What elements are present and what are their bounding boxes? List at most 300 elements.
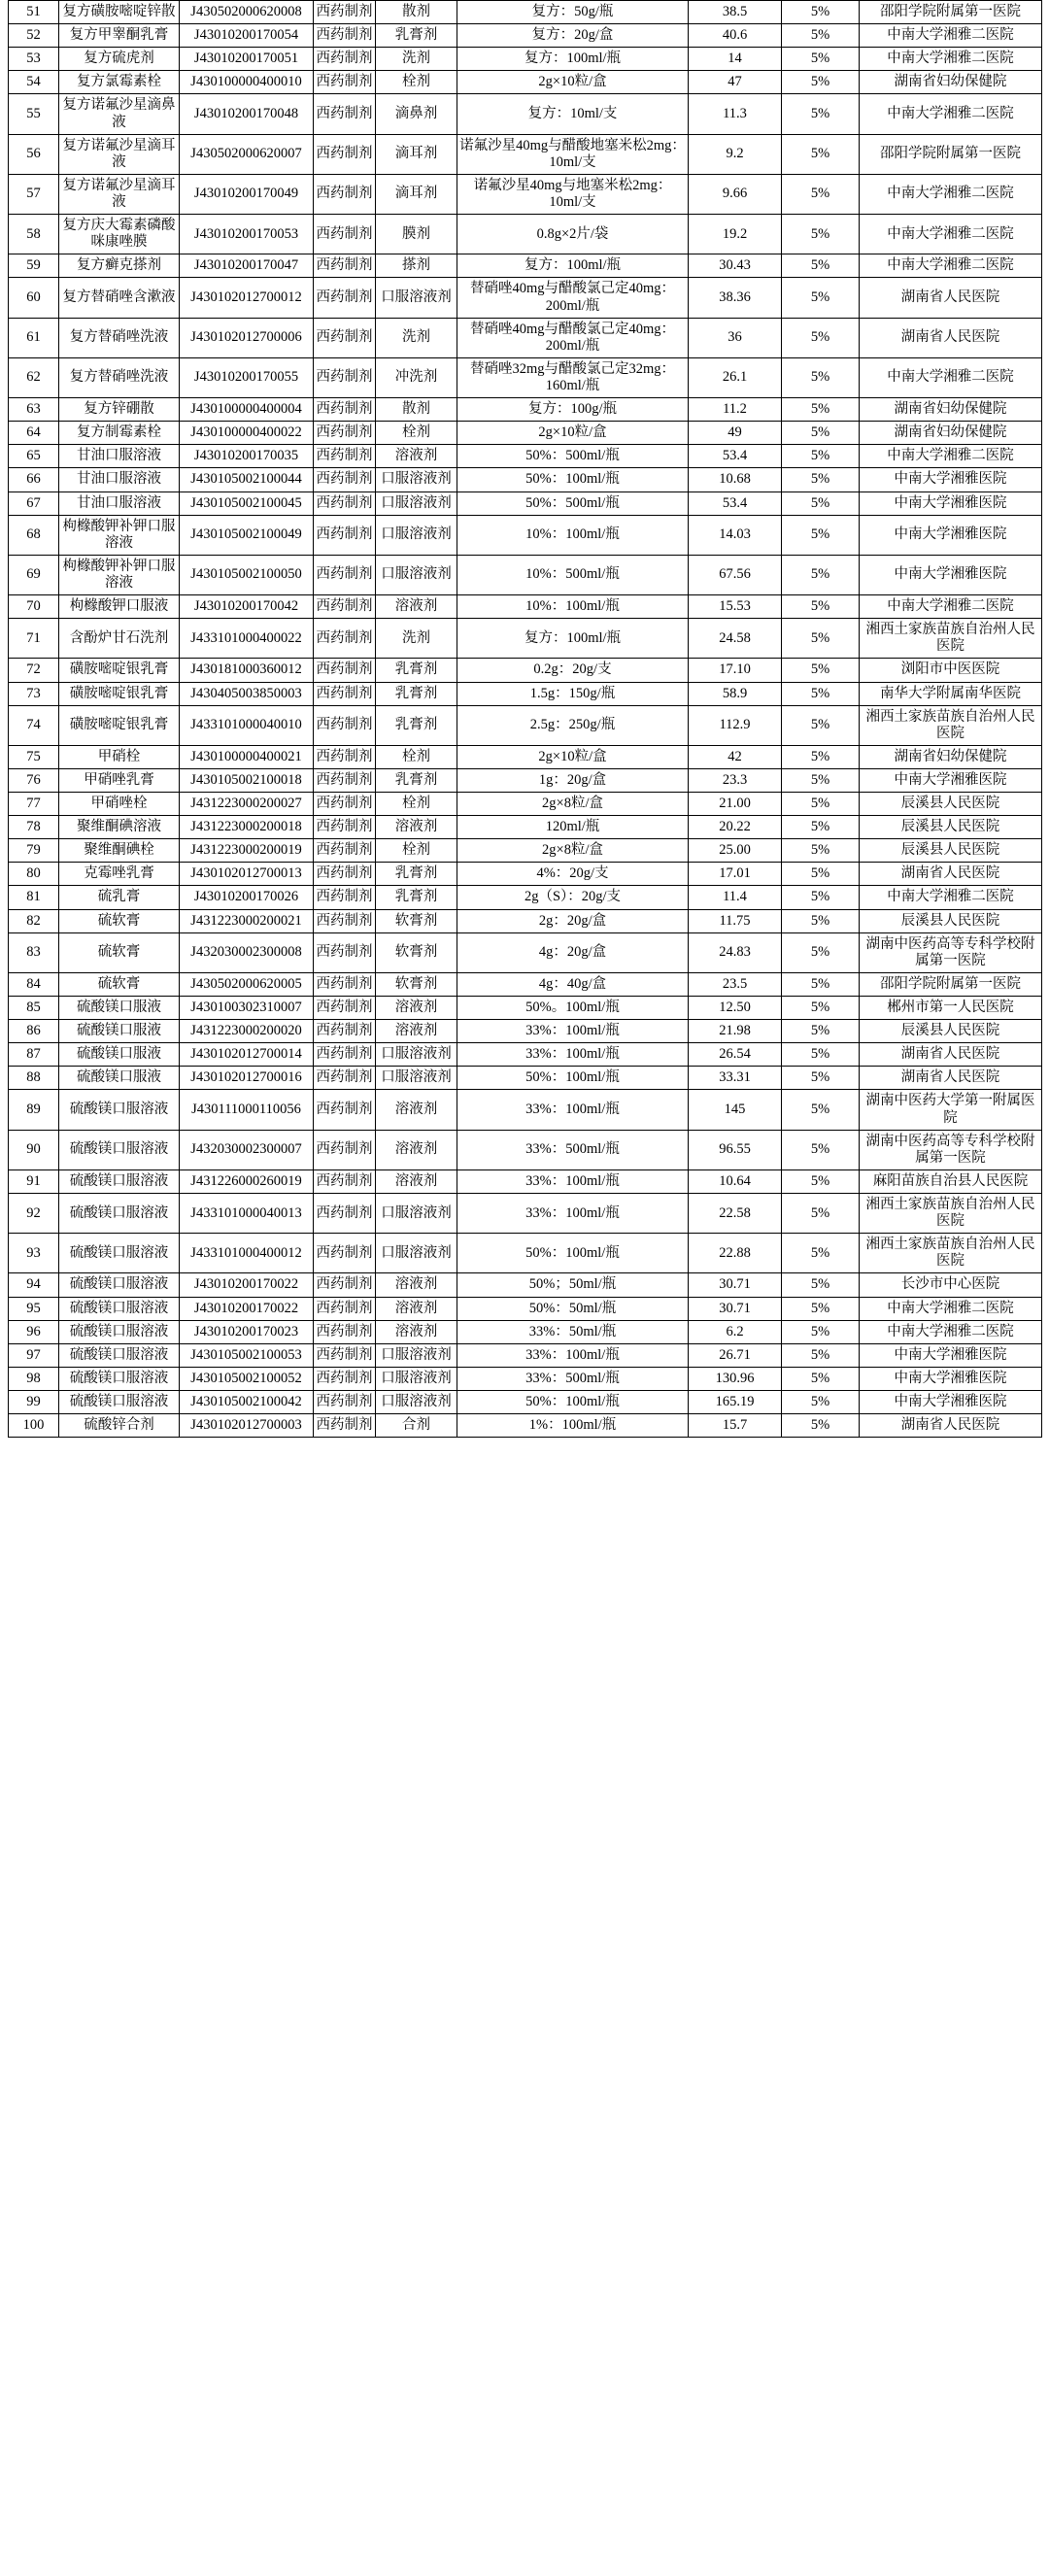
medical-institution: 中南大学湘雅医院 — [860, 1343, 1042, 1367]
table-row — [9, 1020, 1042, 1043]
drug-code: J430502000620007 — [180, 134, 314, 174]
dosage-form: 口服溶液剂 — [376, 515, 457, 555]
drug-code: J43010200170023 — [180, 1320, 314, 1343]
markup-rate: 5% — [782, 595, 860, 619]
medical-institution: 邵阳学院附属第一医院 — [860, 972, 1042, 996]
markup-rate: 5% — [782, 1367, 860, 1390]
drug-code: J431223000200021 — [180, 909, 314, 932]
drug-type: 西药制剂 — [314, 972, 376, 996]
dosage-form: 口服溶液剂 — [376, 1043, 457, 1067]
dosage-form: 乳膏剂 — [376, 886, 457, 909]
specification: 33%：500ml/瓶 — [457, 1367, 689, 1390]
table-row — [9, 932, 1042, 972]
drug-name: 复方诺氟沙星滴耳液 — [59, 174, 180, 214]
drug-name: 复方磺胺嘧啶锌散 — [59, 1, 180, 24]
table-row — [9, 254, 1042, 278]
row-index: 93 — [9, 1234, 59, 1273]
dosage-form: 合剂 — [376, 1414, 457, 1438]
drug-type: 西药制剂 — [314, 1367, 376, 1390]
table-row — [9, 745, 1042, 768]
dosage-form: 软膏剂 — [376, 972, 457, 996]
drug-code: J43010200170022 — [180, 1273, 314, 1297]
medical-institution: 中南大学湘雅医院 — [860, 768, 1042, 792]
drug-type: 西药制剂 — [314, 1043, 376, 1067]
price: 15.53 — [689, 595, 782, 619]
dosage-form: 膜剂 — [376, 215, 457, 254]
drug-code: J430102012700014 — [180, 1043, 314, 1067]
medical-institution: 湖南省人民医院 — [860, 318, 1042, 357]
row-index: 92 — [9, 1194, 59, 1234]
dosage-form: 滴耳剂 — [376, 134, 457, 174]
table-row — [9, 1343, 1042, 1367]
table-row — [9, 278, 1042, 318]
medical-institution: 中南大学湘雅二医院 — [860, 595, 1042, 619]
drug-code: J430102012700006 — [180, 318, 314, 357]
drug-type: 西药制剂 — [314, 1194, 376, 1234]
row-index: 80 — [9, 863, 59, 886]
drug-name: 复方替硝唑洗液 — [59, 318, 180, 357]
drug-name: 硫酸镁口服液 — [59, 1043, 180, 1067]
table-row — [9, 1297, 1042, 1320]
row-index: 66 — [9, 468, 59, 491]
table-row — [9, 1367, 1042, 1390]
drug-type: 西药制剂 — [314, 94, 376, 134]
drug-name: 复方癣克搽剂 — [59, 254, 180, 278]
specification: 2.5g：250g/瓶 — [457, 705, 689, 745]
drug-name: 复方诺氟沙星滴鼻液 — [59, 94, 180, 134]
markup-rate: 5% — [782, 468, 860, 491]
markup-rate: 5% — [782, 886, 860, 909]
dosage-form: 溶液剂 — [376, 445, 457, 468]
medical-institution: 湖南中医药大学第一附属医院 — [860, 1090, 1042, 1130]
medical-institution: 辰溪县人民医院 — [860, 793, 1042, 816]
row-index: 65 — [9, 445, 59, 468]
drug-code: J430102012700012 — [180, 278, 314, 318]
price: 21.00 — [689, 793, 782, 816]
drug-code: J433101000040013 — [180, 1194, 314, 1234]
specification: 0.8g×2片/袋 — [457, 215, 689, 254]
medical-institution: 邵阳学院附属第一医院 — [860, 134, 1042, 174]
table-row — [9, 134, 1042, 174]
specification: 33%：50ml/瓶 — [457, 1320, 689, 1343]
drug-type: 西药制剂 — [314, 357, 376, 397]
dosage-form: 口服溶液剂 — [376, 1343, 457, 1367]
medical-institution: 中南大学湘雅医院 — [860, 555, 1042, 594]
medical-institution: 中南大学湘雅二医院 — [860, 1320, 1042, 1343]
drug-code: J433101000400022 — [180, 619, 314, 659]
price: 19.2 — [689, 215, 782, 254]
medical-institution: 中南大学湘雅医院 — [860, 1367, 1042, 1390]
drug-code: J430102012700003 — [180, 1414, 314, 1438]
price: 15.7 — [689, 1414, 782, 1438]
markup-rate: 5% — [782, 1414, 860, 1438]
drug-name: 复方诺氟沙星滴耳液 — [59, 134, 180, 174]
markup-rate: 5% — [782, 1343, 860, 1367]
row-index: 55 — [9, 94, 59, 134]
table-row — [9, 1194, 1042, 1234]
table-row — [9, 1320, 1042, 1343]
drug-name: 硫酸镁口服溶液 — [59, 1234, 180, 1273]
markup-rate: 5% — [782, 1090, 860, 1130]
specification: 2g（S）：20g/支 — [457, 886, 689, 909]
drug-type: 西药制剂 — [314, 515, 376, 555]
drug-type: 西药制剂 — [314, 909, 376, 932]
table-row — [9, 1391, 1042, 1414]
drug-name: 复方锌硼散 — [59, 398, 180, 422]
medical-institution: 中南大学湘雅二医院 — [860, 24, 1042, 48]
drug-type: 西药制剂 — [314, 174, 376, 214]
drug-code: J431223000200020 — [180, 1020, 314, 1043]
price: 11.75 — [689, 909, 782, 932]
dosage-form: 乳膏剂 — [376, 24, 457, 48]
table-row — [9, 468, 1042, 491]
specification: 33%：100ml/瓶 — [457, 1343, 689, 1367]
drug-type: 西药制剂 — [314, 659, 376, 682]
table-row — [9, 491, 1042, 515]
table-row — [9, 1169, 1042, 1193]
row-index: 69 — [9, 555, 59, 594]
specification: 复方：100g/瓶 — [457, 398, 689, 422]
price: 26.71 — [689, 1343, 782, 1367]
specification: 33%：100ml/瓶 — [457, 1090, 689, 1130]
drug-code: J430502000620005 — [180, 972, 314, 996]
medical-institution: 中南大学湘雅二医院 — [860, 357, 1042, 397]
drug-name: 硫酸镁口服溶液 — [59, 1090, 180, 1130]
specification: 33%：100ml/瓶 — [457, 1020, 689, 1043]
drug-code: J433101000040010 — [180, 705, 314, 745]
markup-rate: 5% — [782, 839, 860, 863]
dosage-form: 溶液剂 — [376, 1020, 457, 1043]
dosage-form: 口服溶液剂 — [376, 1194, 457, 1234]
drug-code: J430102012700016 — [180, 1067, 314, 1090]
specification: 复方：100ml/瓶 — [457, 619, 689, 659]
markup-rate: 5% — [782, 705, 860, 745]
drug-name: 硫酸锌合剂 — [59, 1414, 180, 1438]
medical-institution: 辰溪县人民医院 — [860, 1020, 1042, 1043]
price: 96.55 — [689, 1130, 782, 1169]
markup-rate: 5% — [782, 357, 860, 397]
specification: 120ml/瓶 — [457, 816, 689, 839]
drug-type: 西药制剂 — [314, 1169, 376, 1193]
markup-rate: 5% — [782, 659, 860, 682]
drug-type: 西药制剂 — [314, 398, 376, 422]
drug-type: 西药制剂 — [314, 682, 376, 705]
medical-institution: 南华大学附属南华医院 — [860, 682, 1042, 705]
dosage-form: 口服溶液剂 — [376, 278, 457, 318]
specification: 50%：100ml/瓶 — [457, 1067, 689, 1090]
price: 10.64 — [689, 1169, 782, 1193]
dosage-form: 口服溶液剂 — [376, 1067, 457, 1090]
table-row — [9, 816, 1042, 839]
drug-name: 硫酸镁口服溶液 — [59, 1169, 180, 1193]
specification: 复方：50g/瓶 — [457, 1, 689, 24]
markup-rate: 5% — [782, 932, 860, 972]
table-row — [9, 1090, 1042, 1130]
drug-type: 西药制剂 — [314, 1234, 376, 1273]
drug-code: J43010200170035 — [180, 445, 314, 468]
drug-code: J431226000260019 — [180, 1169, 314, 1193]
price: 23.5 — [689, 972, 782, 996]
medical-institution: 中南大学湘雅二医院 — [860, 215, 1042, 254]
drug-name: 甘油口服溶液 — [59, 445, 180, 468]
drug-type: 西药制剂 — [314, 1414, 376, 1438]
drug-name: 硫酸镁口服溶液 — [59, 1130, 180, 1169]
markup-rate: 5% — [782, 318, 860, 357]
drug-name: 硫酸镁口服溶液 — [59, 1391, 180, 1414]
drug-price-table — [8, 0, 1042, 1438]
dosage-form: 口服溶液剂 — [376, 468, 457, 491]
table-row — [9, 357, 1042, 397]
row-index: 53 — [9, 48, 59, 71]
dosage-form: 栓剂 — [376, 793, 457, 816]
price: 33.31 — [689, 1067, 782, 1090]
markup-rate: 5% — [782, 278, 860, 318]
specification: 2g×8粒/盒 — [457, 793, 689, 816]
drug-type: 西药制剂 — [314, 468, 376, 491]
dosage-form: 口服溶液剂 — [376, 555, 457, 594]
table-row — [9, 839, 1042, 863]
specification: 诺氟沙星40mg与地塞米松2mg：10ml/支 — [457, 174, 689, 214]
price: 6.2 — [689, 1320, 782, 1343]
price: 40.6 — [689, 24, 782, 48]
row-index: 74 — [9, 705, 59, 745]
price: 11.2 — [689, 398, 782, 422]
price: 130.96 — [689, 1367, 782, 1390]
drug-code: J430105002100018 — [180, 768, 314, 792]
table-row — [9, 1067, 1042, 1090]
drug-code: J430100302310007 — [180, 997, 314, 1020]
drug-code: J430100000400004 — [180, 398, 314, 422]
specification: 2g×10粒/盒 — [457, 71, 689, 94]
price: 12.50 — [689, 997, 782, 1020]
drug-code: J430100000400022 — [180, 422, 314, 445]
drug-type: 西药制剂 — [314, 997, 376, 1020]
drug-type: 西药制剂 — [314, 422, 376, 445]
drug-type: 西药制剂 — [314, 1297, 376, 1320]
row-index: 77 — [9, 793, 59, 816]
price: 11.3 — [689, 94, 782, 134]
row-index: 52 — [9, 24, 59, 48]
row-index: 54 — [9, 71, 59, 94]
table-row — [9, 1, 1042, 24]
row-index: 73 — [9, 682, 59, 705]
price: 14.03 — [689, 515, 782, 555]
medical-institution: 辰溪县人民医院 — [860, 816, 1042, 839]
markup-rate: 5% — [782, 972, 860, 996]
drug-name: 硫酸镁口服液 — [59, 1067, 180, 1090]
drug-type: 西药制剂 — [314, 793, 376, 816]
dosage-form: 溶液剂 — [376, 997, 457, 1020]
row-index: 83 — [9, 932, 59, 972]
table-row — [9, 863, 1042, 886]
specification: 1%：100ml/瓶 — [457, 1414, 689, 1438]
drug-name: 硫酸镁口服溶液 — [59, 1343, 180, 1367]
table-row — [9, 1234, 1042, 1273]
row-index: 61 — [9, 318, 59, 357]
table-row — [9, 48, 1042, 71]
table-row — [9, 174, 1042, 214]
dosage-form: 栓剂 — [376, 745, 457, 768]
row-index: 67 — [9, 491, 59, 515]
row-index: 100 — [9, 1414, 59, 1438]
medical-institution: 湘西土家族苗族自治州人民医院 — [860, 1234, 1042, 1273]
price: 30.71 — [689, 1273, 782, 1297]
drug-type: 西药制剂 — [314, 1391, 376, 1414]
drug-code: J43010200170051 — [180, 48, 314, 71]
drug-type: 西药制剂 — [314, 48, 376, 71]
markup-rate: 5% — [782, 254, 860, 278]
price: 36 — [689, 318, 782, 357]
row-index: 75 — [9, 745, 59, 768]
markup-rate: 5% — [782, 682, 860, 705]
drug-code: J430111000110056 — [180, 1090, 314, 1130]
specification: 10%：500ml/瓶 — [457, 555, 689, 594]
markup-rate: 5% — [782, 491, 860, 515]
drug-code: J430102012700013 — [180, 863, 314, 886]
markup-rate: 5% — [782, 1297, 860, 1320]
drug-code: J431223000200027 — [180, 793, 314, 816]
dosage-form: 溶液剂 — [376, 816, 457, 839]
medical-institution: 麻阳苗族自治县人民医院 — [860, 1169, 1042, 1193]
row-index: 79 — [9, 839, 59, 863]
drug-name: 甲硝唑乳膏 — [59, 768, 180, 792]
price: 9.2 — [689, 134, 782, 174]
dosage-form: 洗剂 — [376, 619, 457, 659]
drug-name: 复方氯霉素栓 — [59, 71, 180, 94]
price: 17.10 — [689, 659, 782, 682]
drug-name: 硫酸镁口服溶液 — [59, 1320, 180, 1343]
dosage-form: 软膏剂 — [376, 909, 457, 932]
medical-institution: 湘西土家族苗族自治州人民医院 — [860, 1194, 1042, 1234]
markup-rate: 5% — [782, 1130, 860, 1169]
medical-institution: 中南大学湘雅二医院 — [860, 48, 1042, 71]
medical-institution: 湘西土家族苗族自治州人民医院 — [860, 619, 1042, 659]
drug-code: J430105002100052 — [180, 1367, 314, 1390]
drug-type: 西药制剂 — [314, 1273, 376, 1297]
price: 53.4 — [689, 491, 782, 515]
dosage-form: 滴鼻剂 — [376, 94, 457, 134]
specification: 50%；50ml/瓶 — [457, 1273, 689, 1297]
drug-code: J43010200170048 — [180, 94, 314, 134]
medical-institution: 中南大学湘雅二医院 — [860, 94, 1042, 134]
medical-institution: 中南大学湘雅二医院 — [860, 254, 1042, 278]
markup-rate: 5% — [782, 745, 860, 768]
drug-name: 复方替硝唑含漱液 — [59, 278, 180, 318]
markup-rate: 5% — [782, 793, 860, 816]
row-index: 96 — [9, 1320, 59, 1343]
medical-institution: 湖南省人民医院 — [860, 1414, 1042, 1438]
markup-rate: 5% — [782, 555, 860, 594]
specification: 2g×8粒/盒 — [457, 839, 689, 863]
drug-code: J43010200170022 — [180, 1297, 314, 1320]
row-index: 87 — [9, 1043, 59, 1067]
markup-rate: 5% — [782, 71, 860, 94]
drug-code: J43010200170047 — [180, 254, 314, 278]
table-row — [9, 682, 1042, 705]
specification: 4g：20g/盒 — [457, 932, 689, 972]
dosage-form: 乳膏剂 — [376, 768, 457, 792]
markup-rate: 5% — [782, 1234, 860, 1273]
drug-type: 西药制剂 — [314, 278, 376, 318]
price: 38.36 — [689, 278, 782, 318]
markup-rate: 5% — [782, 1043, 860, 1067]
markup-rate: 5% — [782, 1169, 860, 1193]
price: 38.5 — [689, 1, 782, 24]
table-row — [9, 515, 1042, 555]
dosage-form: 滴耳剂 — [376, 174, 457, 214]
specification: 50%：500ml/瓶 — [457, 445, 689, 468]
row-index: 90 — [9, 1130, 59, 1169]
specification: 50%。100ml/瓶 — [457, 997, 689, 1020]
price: 25.00 — [689, 839, 782, 863]
drug-type: 西药制剂 — [314, 932, 376, 972]
table-row — [9, 595, 1042, 619]
drug-code: J430105002100044 — [180, 468, 314, 491]
markup-rate: 5% — [782, 909, 860, 932]
medical-institution: 长沙市中心医院 — [860, 1273, 1042, 1297]
price: 24.83 — [689, 932, 782, 972]
specification: 50%：100ml/瓶 — [457, 468, 689, 491]
price: 26.54 — [689, 1043, 782, 1067]
medical-institution: 湖南省人民医院 — [860, 1067, 1042, 1090]
drug-name: 复方甲睾酮乳膏 — [59, 24, 180, 48]
drug-type: 西药制剂 — [314, 71, 376, 94]
drug-type: 西药制剂 — [314, 491, 376, 515]
row-index: 63 — [9, 398, 59, 422]
drug-type: 西药制剂 — [314, 886, 376, 909]
drug-type: 西药制剂 — [314, 705, 376, 745]
medical-institution: 湖南省人民医院 — [860, 863, 1042, 886]
table-row — [9, 768, 1042, 792]
table-row — [9, 705, 1042, 745]
specification: 33%：100ml/瓶 — [457, 1194, 689, 1234]
table-row — [9, 71, 1042, 94]
drug-code: J432030002300007 — [180, 1130, 314, 1169]
drug-name: 枸橼酸钾口服液 — [59, 595, 180, 619]
medical-institution: 湖南省妇幼保健院 — [860, 398, 1042, 422]
table-row — [9, 94, 1042, 134]
specification: 复方：100ml/瓶 — [457, 48, 689, 71]
price: 20.22 — [689, 816, 782, 839]
price: 11.4 — [689, 886, 782, 909]
markup-rate: 5% — [782, 215, 860, 254]
price: 165.19 — [689, 1391, 782, 1414]
dosage-form: 洗剂 — [376, 48, 457, 71]
row-index: 57 — [9, 174, 59, 214]
medical-institution: 中南大学湘雅二医院 — [860, 445, 1042, 468]
drug-code: J430502000620008 — [180, 1, 314, 24]
drug-name: 硫乳膏 — [59, 886, 180, 909]
drug-type: 西药制剂 — [314, 1090, 376, 1130]
drug-name: 磺胺嘧啶银乳膏 — [59, 659, 180, 682]
drug-type: 西药制剂 — [314, 768, 376, 792]
specification: 2g×10粒/盒 — [457, 422, 689, 445]
drug-type: 西药制剂 — [314, 816, 376, 839]
dosage-form: 栓剂 — [376, 422, 457, 445]
medical-institution: 湖南中医药高等专科学校附属第一医院 — [860, 1130, 1042, 1169]
row-index: 81 — [9, 886, 59, 909]
specification: 复方：10ml/支 — [457, 94, 689, 134]
row-index: 88 — [9, 1067, 59, 1090]
drug-name: 复方制霉素栓 — [59, 422, 180, 445]
drug-name: 硫酸镁口服液 — [59, 997, 180, 1020]
price: 9.66 — [689, 174, 782, 214]
drug-type: 西药制剂 — [314, 134, 376, 174]
specification: 10%：100ml/瓶 — [457, 595, 689, 619]
markup-rate: 5% — [782, 515, 860, 555]
table-row — [9, 972, 1042, 996]
medical-institution: 中南大学湘雅二医院 — [860, 886, 1042, 909]
